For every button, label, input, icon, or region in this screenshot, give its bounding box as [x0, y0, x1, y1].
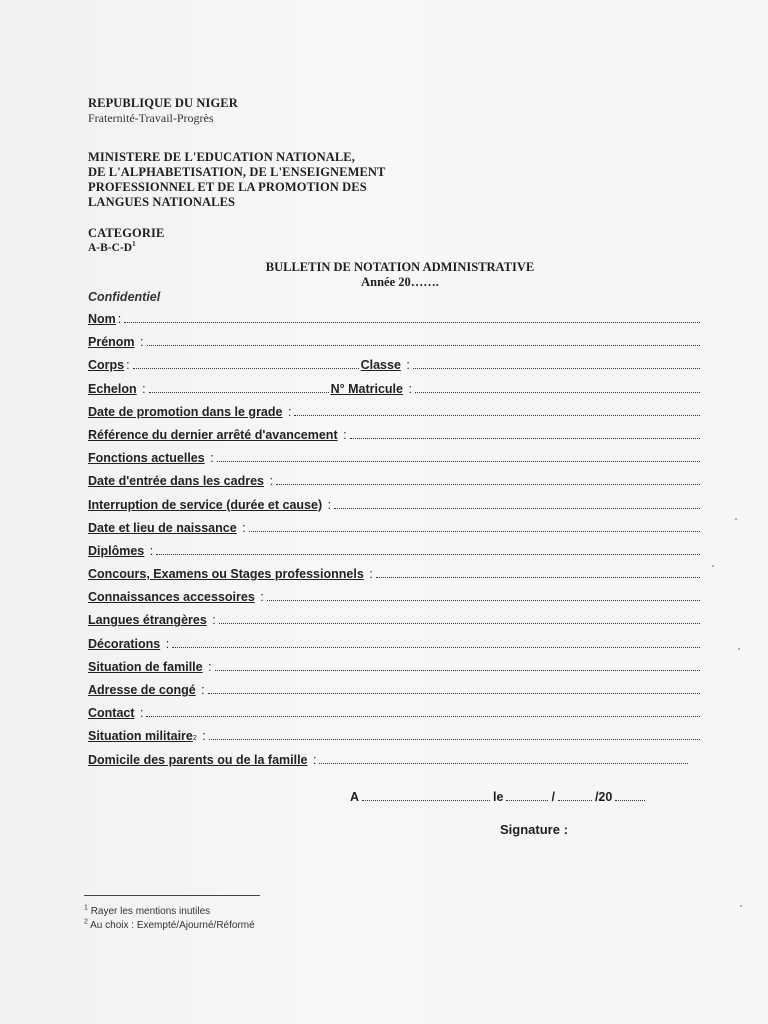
place-label: A	[350, 790, 360, 804]
field-input-concours[interactable]	[376, 567, 700, 578]
field-label: Situation militaire	[88, 729, 193, 744]
field-domicile: Domicile des parents ou de la famille :	[88, 753, 702, 776]
category-values-text: A-B-C-D	[88, 242, 133, 254]
field-input-decorations[interactable]	[172, 637, 700, 648]
field-langues: Langues étrangères :	[88, 613, 702, 636]
field-label: Adresse de congé	[88, 683, 196, 697]
title-main: BULLETIN DE NOTATION ADMINISTRATIVE	[265, 260, 535, 274]
date-sep: /	[551, 790, 555, 804]
form-fields	[88, 312, 702, 776]
field-reference: Référence du dernier arrêté d'avancement :	[88, 428, 702, 451]
document-title	[200, 260, 600, 290]
field-contact: Contact :	[88, 706, 702, 729]
field-input-prenom[interactable]	[147, 335, 701, 346]
field-label: Corps	[88, 358, 125, 373]
signature-label: Signature :	[500, 822, 568, 837]
field-input-langues[interactable]	[219, 613, 700, 624]
field-label: Langues étrangères	[88, 613, 207, 628]
field-entree: Date d'entrée dans les cadres :	[88, 474, 702, 497]
footnotes	[84, 905, 255, 933]
field-fonctions: Fonctions actuelles :	[88, 451, 702, 474]
field-label: Décorations	[88, 636, 161, 651]
ministry-line: MINISTERE DE L'EDUCATION NATIONALE,	[88, 150, 355, 164]
confidential-label: Confidentiel	[88, 290, 161, 304]
field-nom: Nom :	[88, 312, 702, 335]
field-label: Contact	[88, 706, 135, 721]
field-echelon-matricule: Echelon : N° Matricule :	[88, 382, 702, 405]
country-motto: Fraternité-Travail-Progrès	[88, 111, 214, 125]
place-input[interactable]	[362, 791, 490, 801]
field-input-famille[interactable]	[215, 660, 700, 671]
footnote-text: Au choix : Exempté/Ajourné/Réformé	[90, 920, 255, 931]
field-decorations: Décorations :	[88, 637, 702, 660]
field-label: Prénom	[88, 335, 135, 350]
paper-speck	[735, 518, 737, 520]
category-values	[88, 241, 164, 255]
field-concours: Concours, Examens ou Stages professionnels :	[88, 567, 702, 590]
footnote-mark: 1	[84, 904, 88, 912]
field-label: Classe	[360, 358, 401, 373]
month-input[interactable]	[558, 791, 592, 801]
field-interruption: Interruption de service (durée et cause) :	[88, 498, 702, 521]
field-input-echelon[interactable]	[149, 382, 329, 393]
paper-speck	[740, 905, 742, 907]
footnote-mark: 1	[132, 240, 136, 249]
field-prenom: Prénom :	[88, 335, 702, 358]
field-input-entree[interactable]	[276, 474, 700, 485]
field-label: Date d'entrée dans les cadres	[88, 474, 264, 489]
footnote	[84, 905, 255, 919]
field-input-militaire[interactable]	[209, 729, 700, 740]
field-input-corps[interactable]	[133, 358, 359, 369]
field-input-classe[interactable]	[413, 358, 700, 369]
field-militaire: Situation militaire 2 :	[88, 729, 702, 752]
field-input-matricule[interactable]	[415, 382, 700, 393]
category-block	[88, 226, 164, 255]
field-conge: Adresse de congé :	[88, 683, 702, 706]
field-input-interruption[interactable]	[334, 498, 700, 509]
field-promotion: Date de promotion dans le grade :	[88, 405, 702, 428]
date-sep-year: /20	[594, 790, 613, 804]
field-label: Référence du dernier arrêté d'avancement	[88, 427, 338, 442]
field-label: Echelon	[88, 381, 137, 396]
field-label: Fonctions actuelles	[88, 451, 205, 466]
field-label: Connaissances accessoires	[88, 590, 255, 605]
field-label: Date et lieu de naissance	[88, 520, 237, 535]
field-diplomes: Diplômes :	[88, 544, 702, 567]
field-label: Date de promotion dans le grade	[88, 404, 283, 419]
field-corps-classe: Corps : Classe :	[88, 358, 702, 381]
country-name: REPUBLIQUE DU NIGER	[88, 96, 238, 110]
day-input[interactable]	[506, 791, 548, 801]
date-label: le	[493, 790, 504, 804]
title-year: Année 20…….	[361, 275, 439, 289]
field-input-diplomes[interactable]	[156, 544, 700, 555]
field-label: Situation de famille	[88, 659, 203, 674]
header-block	[88, 96, 508, 125]
footnote-mark: 2	[84, 918, 88, 926]
field-famille: Situation de famille :	[88, 660, 702, 683]
footnote	[84, 919, 255, 933]
field-label: Nom	[88, 312, 116, 326]
field-input-conge[interactable]	[208, 683, 700, 694]
field-input-nom[interactable]	[124, 312, 700, 323]
field-input-promotion[interactable]	[294, 405, 700, 416]
paper-speck	[712, 565, 714, 567]
category-label: CATEGORIE	[88, 226, 165, 240]
field-input-connaissances[interactable]	[267, 590, 700, 601]
field-label: N° Matricule	[330, 381, 403, 396]
year-input[interactable]	[615, 791, 645, 801]
field-naissance: Date et lieu de naissance :	[88, 521, 702, 544]
footnote-divider	[84, 895, 260, 896]
field-connaissances: Connaissances accessoires :	[88, 590, 702, 613]
field-label: Diplômes	[88, 543, 145, 558]
field-label: Concours, Examens ou Stages professionnels	[88, 567, 364, 582]
ministry-block	[88, 150, 428, 210]
ministry-line: PROFESSIONNEL ET DE LA PROMOTION DES	[88, 180, 367, 194]
field-input-naissance[interactable]	[249, 521, 700, 532]
field-input-contact[interactable]	[146, 706, 700, 717]
field-label: Interruption de service (durée et cause)	[88, 497, 323, 512]
footnote-text: Rayer les mentions inutiles	[90, 906, 211, 917]
ministry-line: DE L'ALPHABETISATION, DE L'ENSEIGNEMENT	[88, 165, 386, 179]
field-label: Domicile des parents ou de la famille	[88, 752, 308, 767]
place-date-line	[350, 790, 648, 804]
field-input-reference[interactable]	[350, 428, 700, 439]
field-input-fonctions[interactable]	[217, 451, 700, 462]
ministry-line: LANGUES NATIONALES	[88, 195, 236, 209]
paper-speck	[738, 648, 740, 650]
field-input-domicile[interactable]	[319, 753, 688, 764]
